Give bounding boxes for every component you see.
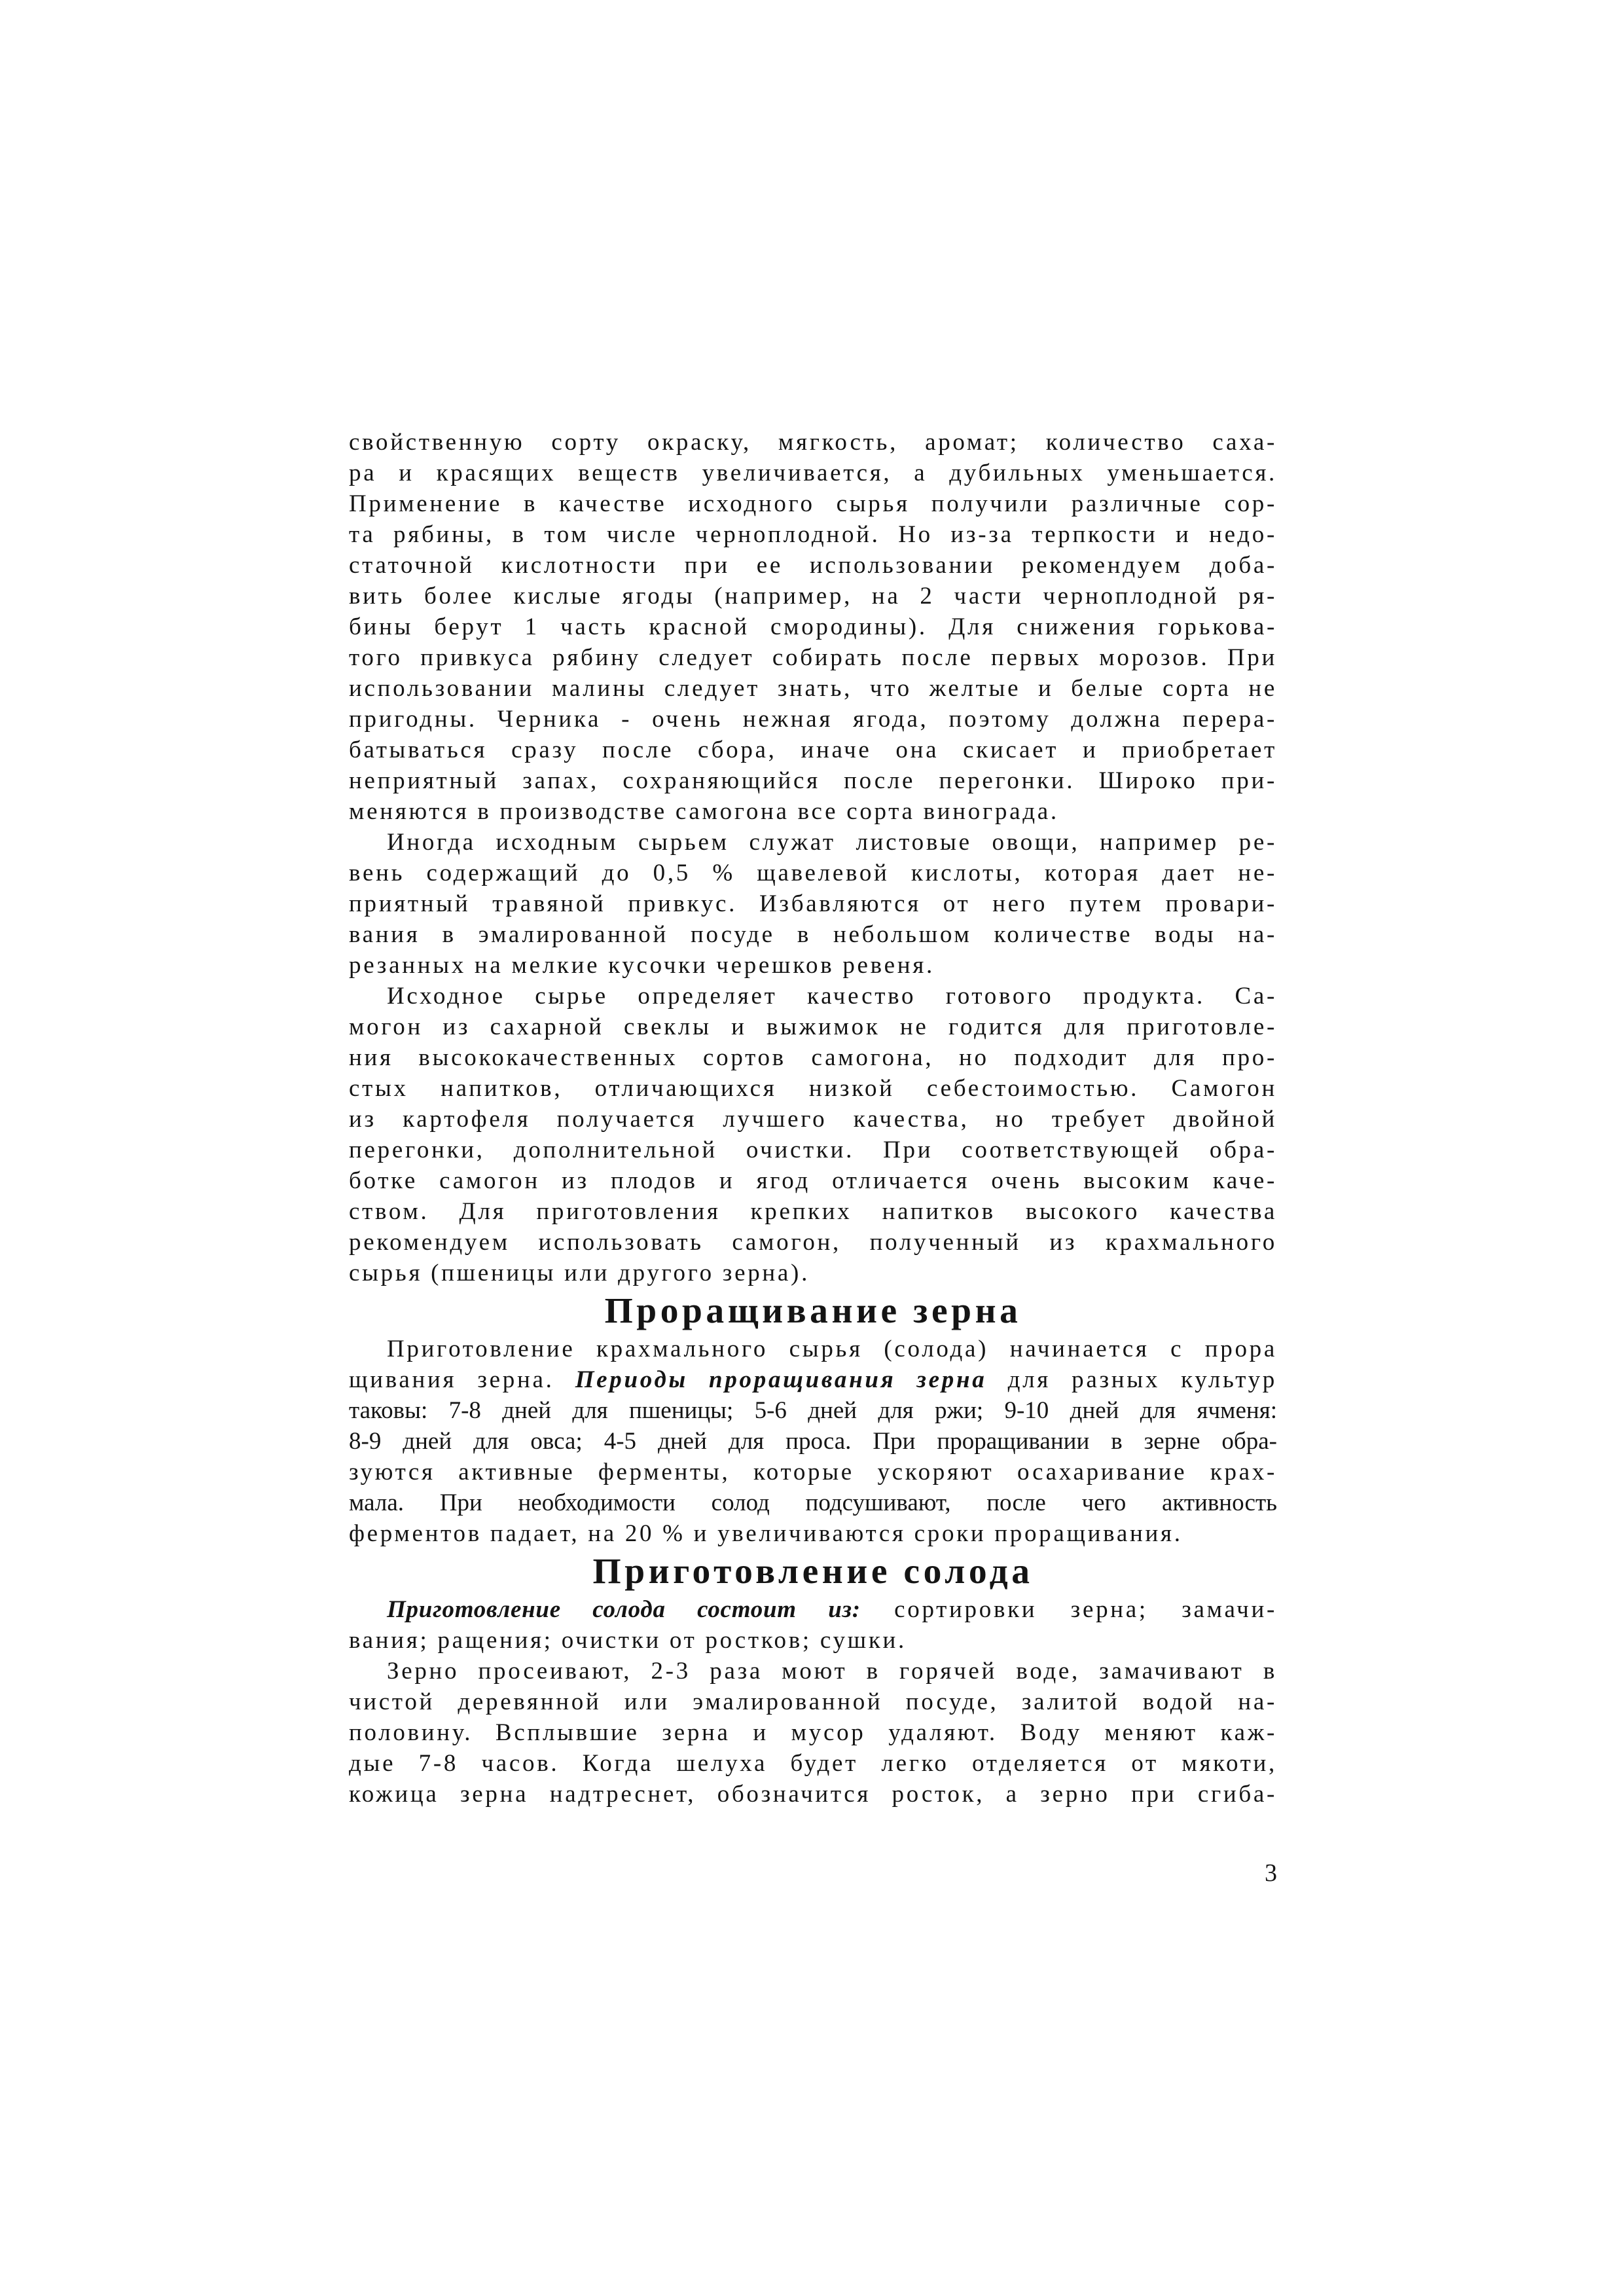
paragraph-sprouting [349, 1334, 1277, 1549]
text-run: сортировки зерна; замачи- [860, 1596, 1278, 1623]
text-line: ра и красящих веществ увеличивается, а дубильных уменьшается. [349, 460, 1277, 486]
text-line: свойственную сорту окраску, мягкость, аромат; количество саха- [349, 429, 1277, 456]
text-line: использовании малины следует знать, что желтые и белые сорта не [349, 675, 1277, 702]
text-line: резанных на мелкие кусочки черешков ревеня. [349, 952, 935, 979]
text-line: приятный травяной привкус. Избавляются от него путем провари- [349, 890, 1277, 917]
paragraph-leaf-vegetables [349, 827, 1277, 981]
text-line: пригодны. Черника - очень нежная ягода, поэтому должна перера- [349, 706, 1277, 733]
paragraph-raw-materials [349, 427, 1277, 827]
text-line: мала. При необходимости солод подсушивают, после чего активность [349, 1489, 1277, 1516]
text-line: стых напитков, отличающихся низкой себестоимостью. Самогон [349, 1075, 1277, 1102]
section-heading-malt: Приготовление солода [592, 1552, 1034, 1592]
text-line: бины берут 1 часть красной смородины). Для снижения горькова- [349, 613, 1277, 640]
text-line: ферментов падает, на 20 % и увеличиваются сроки проращивания. [349, 1520, 1183, 1547]
text-line: могон из сахарной свеклы и выжимок не годится для приготовле- [349, 1013, 1277, 1040]
text-block [349, 427, 1277, 1810]
text-line: перегонки, дополнительной очистки. При соответствующей обра- [349, 1137, 1277, 1163]
text-line: ством. Для приготовления крепких напитков высокого качества [349, 1198, 1277, 1225]
text-line: вить более кислые ягоды (например, на 2 части черноплодной ря- [349, 583, 1277, 610]
text-line: 8-9 дней для овса; 4-5 дней для проса. При проращивании в зерне обра- [349, 1428, 1277, 1455]
paragraph-malt-steps [349, 1594, 1277, 1656]
section-heading-sprouting: Проращивание зерна [604, 1291, 1022, 1331]
text-line: меняются в производстве самогона все сорта винограда. [349, 798, 1059, 825]
text-line-mixed [349, 1364, 1277, 1395]
text-run: для разных культур [986, 1366, 1277, 1393]
paragraph-quality [349, 981, 1277, 1288]
text-line: сырья (пшеницы или другого зерна). [349, 1260, 810, 1286]
text-line: вания; ращения; очистки от ростков; сушки. [349, 1627, 907, 1654]
text-line: ния высококачественных сортов самогона, но подходит для про- [349, 1044, 1277, 1071]
text-line: половину. Всплывшие зерна и мусор удаляют. Воду меняют каж- [349, 1719, 1277, 1746]
text-line: дые 7-8 часов. Когда шелуха будет легко отделяется от мякоти, [349, 1750, 1277, 1777]
text-line: кожица зерна надтреснет, обозначится росток, а зерно при сгиба- [349, 1781, 1277, 1808]
text-line: того привкуса рябину следует собирать после первых морозов. При [349, 644, 1277, 671]
paragraph-soaking [349, 1656, 1277, 1810]
emphasis-text: Приготовление солода состоит из: [387, 1596, 861, 1623]
text-line: батываться сразу после сбора, иначе она скисает и приобретает [349, 737, 1277, 763]
text-line: зуются активные ферменты, которые ускоряют осахаривание крах- [349, 1459, 1277, 1485]
text-line: вания в эмалированной посуде в небольшом количестве воды на- [349, 921, 1277, 948]
text-line: Иногда исходным сырьем служат листовые овощи, например ре- [387, 829, 1277, 856]
text-line: та рябины, в том числе черноплодной. Но из-за терпкости и недо- [349, 521, 1277, 548]
text-line: рекомендуем использовать самогон, полученный из крахмального [349, 1229, 1277, 1256]
text-line: Зерно просеивают, 2-3 раза моют в горячей воде, замачивают в [387, 1658, 1277, 1685]
text-line: Приготовление крахмального сырья (солода) начинается с прора [387, 1336, 1277, 1362]
emphasis-text: Периоды проращивания зерна [575, 1366, 987, 1393]
text-line: статочной кислотности при ее использовании рекомендуем доба- [349, 552, 1277, 579]
text-line: ботке самогон из плодов и ягод отличается очень высоким каче- [349, 1167, 1277, 1194]
text-line: Исходное сырье определяет качество готового продукта. Са- [387, 983, 1277, 1010]
text-line: чистой деревянной или эмалированной посуде, залитой водой на- [349, 1688, 1277, 1715]
text-line: из картофеля получается лучшего качества, но требует двойной [349, 1106, 1277, 1133]
text-run: щивания зерна. [349, 1366, 575, 1393]
text-line: вень содержащий до 0,5 % щавелевой кислоты, которая дает не- [349, 860, 1277, 886]
text-line: таковы: 7-8 дней для пшеницы; 5-6 дней для ржи; 9-10 дней для ячменя: [349, 1397, 1277, 1424]
page-number: 3 [1265, 1859, 1277, 1887]
text-line: неприятный запах, сохраняющийся после перегонки. Широко при- [349, 767, 1277, 794]
text-line-mixed [349, 1594, 1277, 1625]
text-line: Применение в качестве исходного сырья получили различные сор- [349, 490, 1277, 517]
